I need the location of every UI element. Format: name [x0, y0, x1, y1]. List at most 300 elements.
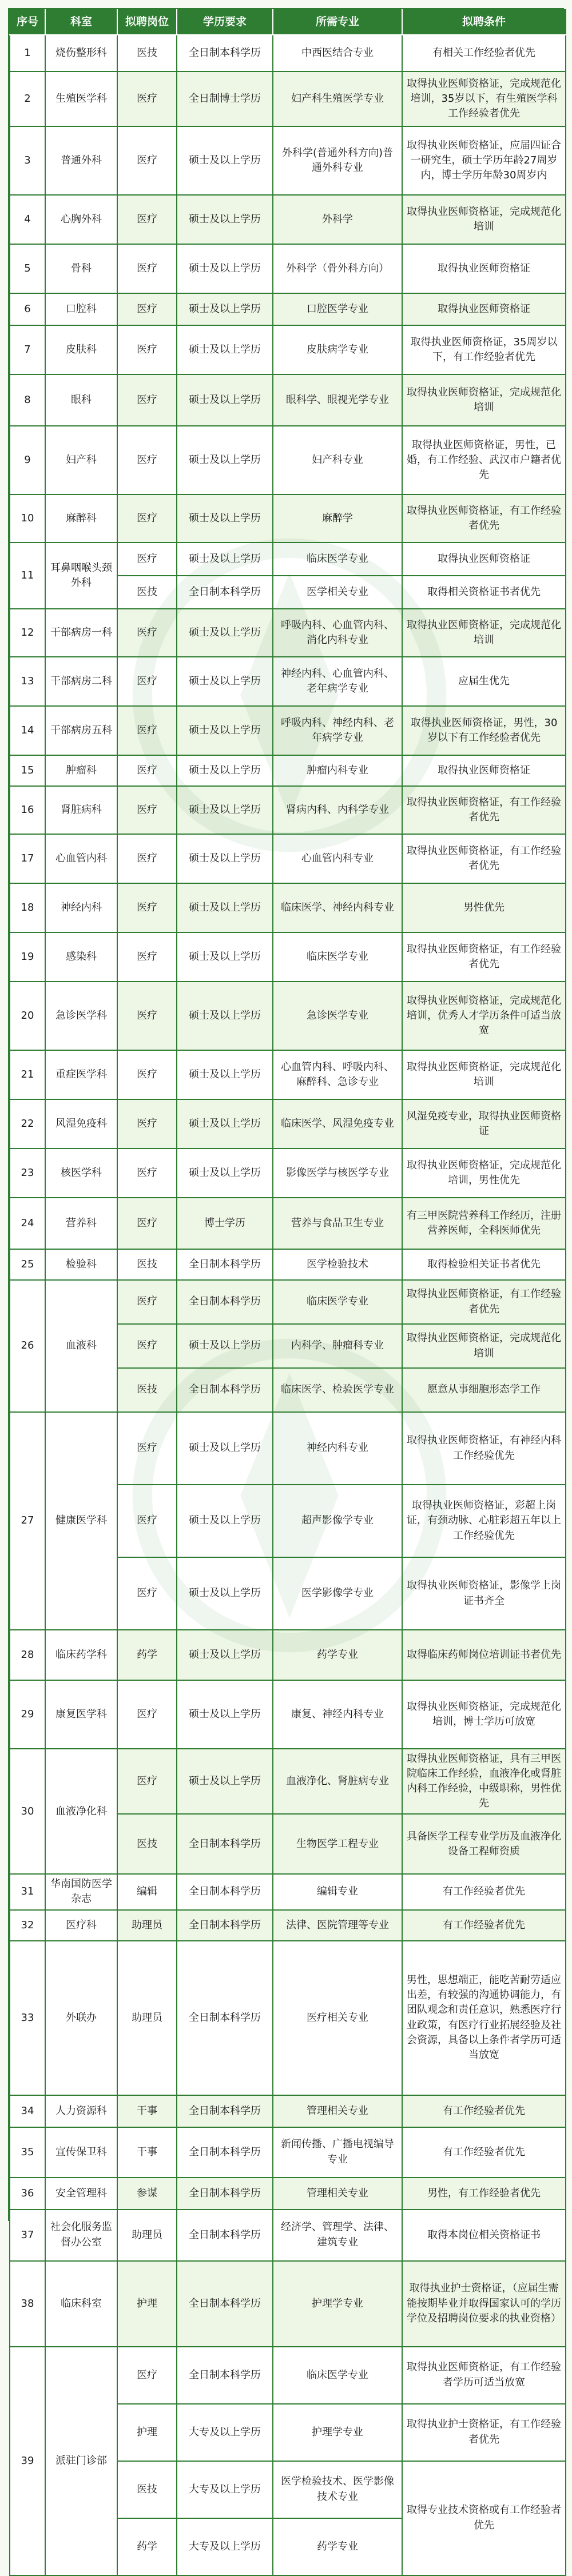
major-cell: 肾病内科、内科学专业 — [273, 786, 402, 834]
education-cell: 硕士及以上学历 — [177, 1485, 273, 1557]
education-cell: 全日制本科学历 — [177, 1941, 273, 2095]
major-cell: 外科学(普通外科方向)普通外科专业 — [273, 126, 402, 195]
row-number: 33 — [10, 1941, 45, 2095]
condition-cell: 取得执业医师资格证，有工作经验者优先 — [402, 834, 566, 883]
table-row — [10, 2095, 566, 2127]
department-cell: 人力资源科 — [45, 2095, 117, 2127]
condition-cell: 取得执业医师资格证 — [402, 293, 566, 325]
table-row — [10, 325, 566, 374]
major-cell: 麻醉学 — [273, 495, 402, 543]
table-row — [10, 2127, 566, 2178]
condition-cell: 取得执业医师资格证，彩超上岗证，有颈动脉、心脏彩超五年以上工作经验优先 — [402, 1485, 566, 1557]
condition-cell: 取得执业医师资格证，有神经内科工作经验优先 — [402, 1412, 566, 1485]
department-cell: 感染科 — [45, 932, 117, 982]
department-cell: 麻醉科 — [45, 495, 117, 543]
position-cell: 医疗 — [117, 1149, 177, 1198]
table-row — [10, 426, 566, 495]
position-cell: 医技 — [117, 1368, 177, 1412]
row-number: 12 — [10, 609, 45, 657]
row-number: 24 — [10, 1198, 45, 1249]
education-cell: 全日制本科学历 — [177, 2210, 273, 2261]
table-row — [10, 1910, 566, 1941]
major-cell: 呼吸内科、神经内科、老年病学专业 — [273, 706, 402, 755]
education-cell: 全日制本科学历 — [177, 576, 273, 609]
major-cell: 临床医学、风湿免疫专业 — [273, 1099, 402, 1149]
row-number: 1 — [10, 35, 45, 71]
row-number: 3 — [10, 126, 45, 195]
education-cell: 全日制本科学历 — [177, 2347, 273, 2404]
position-cell: 干事 — [117, 2095, 177, 2127]
condition-cell: 取得执业医师资格证，有工作经验者优先 — [402, 1280, 566, 1324]
major-cell: 医学影像学专业 — [273, 1557, 402, 1630]
education-cell: 硕士及以上学历 — [177, 1630, 273, 1680]
education-cell: 硕士及以上学历 — [177, 932, 273, 982]
education-cell: 硕士及以上学历 — [177, 834, 273, 883]
position-cell: 医技 — [117, 2461, 177, 2518]
department-cell: 重症医学科 — [45, 1050, 117, 1099]
condition-cell: 男性优先 — [402, 883, 566, 932]
column-header: 所需专业 — [273, 10, 402, 35]
education-cell: 硕士及以上学历 — [177, 195, 273, 244]
department-cell: 宣传保卫科 — [45, 2127, 117, 2178]
major-cell: 影像医学与核医学专业 — [273, 1149, 402, 1198]
department-cell: 肿瘤科 — [45, 755, 117, 786]
row-number: 35 — [10, 2127, 45, 2178]
condition-cell: 取得执业医师资格证，完成规范化培训 — [402, 609, 566, 657]
column-header: 拟聘岗位 — [117, 10, 177, 35]
major-cell: 护理学专业 — [273, 2261, 402, 2347]
position-cell: 医疗 — [117, 609, 177, 657]
position-cell: 医技 — [117, 1249, 177, 1280]
major-cell: 药学专业 — [273, 2518, 402, 2575]
major-cell: 经济学、管理学、法律、建筑专业 — [273, 2210, 402, 2261]
department-cell: 骨科 — [45, 244, 117, 293]
department-cell: 血液净化科 — [45, 1749, 117, 1874]
education-cell: 硕士及以上学历 — [177, 244, 273, 293]
major-cell: 妇产科生殖医学专业 — [273, 71, 402, 126]
condition-cell: 具备医学工程专业学历及血液净化设备工程师资质 — [402, 1814, 566, 1874]
department-cell: 心胸外科 — [45, 195, 117, 244]
condition-cell: 愿意从事细胞形态学工作 — [402, 1368, 566, 1412]
major-cell: 神经内科专业 — [273, 1412, 402, 1485]
department-cell: 血液科 — [45, 1280, 117, 1412]
position-cell: 编辑 — [117, 1874, 177, 1909]
condition-cell: 取得执业医师资格证，完成规范化培训，男性优先 — [402, 1149, 566, 1198]
major-cell: 生物医学工程专业 — [273, 1814, 402, 1874]
position-cell: 医疗 — [117, 755, 177, 786]
row-number: 9 — [10, 426, 45, 495]
major-cell: 医疗相关专业 — [273, 1941, 402, 2095]
position-cell: 医疗 — [117, 834, 177, 883]
row-number: 4 — [10, 195, 45, 244]
table-row — [10, 1412, 566, 1485]
education-cell: 硕士及以上学历 — [177, 755, 273, 786]
row-number: 21 — [10, 1050, 45, 1099]
education-cell: 硕士及以上学历 — [177, 1050, 273, 1099]
condition-cell: 取得执业医师资格证，完成规范化培训，优秀人才学历条件可适当放宽 — [402, 982, 566, 1050]
table-header-row — [10, 10, 566, 35]
condition-cell: 取得执业医师资格证 — [402, 755, 566, 786]
condition-cell: 取得执业医师资格证，完成规范化培训 — [402, 374, 566, 426]
major-cell: 临床医学专业 — [273, 2347, 402, 2404]
condition-cell: 取得执业医师资格证 — [402, 244, 566, 293]
recruitment-table — [9, 9, 566, 2576]
table-row — [10, 2347, 566, 2404]
position-cell: 医疗 — [117, 706, 177, 755]
condition-cell: 有三甲医院营养科工作经历，注册营养医师，全科医师优先 — [402, 1198, 566, 1249]
department-cell: 普通外科 — [45, 126, 117, 195]
table-row — [10, 71, 566, 126]
table-row — [10, 2178, 566, 2210]
condition-cell: 取得执业医师资格证，有工作经验者优先 — [402, 786, 566, 834]
position-cell: 医疗 — [117, 1280, 177, 1324]
position-cell: 医疗 — [117, 883, 177, 932]
major-cell: 中西医结合专业 — [273, 35, 402, 71]
condition-cell: 取得本岗位相关资格证书 — [402, 2210, 566, 2261]
table-row — [10, 293, 566, 325]
education-cell: 全日制本科学历 — [177, 2127, 273, 2178]
department-cell: 生殖医学科 — [45, 71, 117, 126]
column-header: 序号 — [10, 10, 45, 35]
education-cell: 全日制本科学历 — [177, 1910, 273, 1941]
table-row — [10, 1280, 566, 1324]
table-row — [10, 609, 566, 657]
major-cell: 眼科学、眼视光学专业 — [273, 374, 402, 426]
position-cell: 医疗 — [117, 374, 177, 426]
position-cell: 医疗 — [117, 244, 177, 293]
position-cell: 医疗 — [117, 1050, 177, 1099]
department-cell: 肾脏病科 — [45, 786, 117, 834]
education-cell: 硕士及以上学历 — [177, 126, 273, 195]
table-row — [10, 1749, 566, 1814]
table-row — [10, 883, 566, 932]
table-row — [10, 1198, 566, 1249]
position-cell: 药学 — [117, 1630, 177, 1680]
education-cell: 全日制本科学历 — [177, 1874, 273, 1909]
position-cell: 医疗 — [117, 657, 177, 706]
major-cell: 临床医学、神经内科专业 — [273, 883, 402, 932]
table-row — [10, 1050, 566, 1099]
row-number: 16 — [10, 786, 45, 834]
table-row — [10, 1874, 566, 1909]
major-cell: 营养与食品卫生专业 — [273, 1198, 402, 1249]
education-cell: 全日制博士学历 — [177, 71, 273, 126]
education-cell: 硕士及以上学历 — [177, 657, 273, 706]
table-row — [10, 1099, 566, 1149]
major-cell: 康复、神经内科专业 — [273, 1680, 402, 1749]
major-cell: 医学检验技术、医学影像技术专业 — [273, 2461, 402, 2518]
major-cell: 法律、医院管理等专业 — [273, 1910, 402, 1941]
department-cell: 核医学科 — [45, 1149, 117, 1198]
condition-cell: 取得专业技术资格或有工作经验者优先 — [402, 2461, 566, 2575]
condition-cell: 取得执业医师资格证，应届四证合一研究生，硕士学历年龄27周岁内，博士学历年龄30周岁内 — [402, 126, 566, 195]
row-number: 29 — [10, 1680, 45, 1749]
table-row — [10, 755, 566, 786]
row-number: 38 — [10, 2261, 45, 2347]
education-cell: 全日制本科学历 — [177, 2095, 273, 2127]
department-cell: 外联办 — [45, 1941, 117, 2095]
education-cell: 硕士及以上学历 — [177, 1749, 273, 1814]
position-cell: 医疗 — [117, 1099, 177, 1149]
department-cell: 安全管理科 — [45, 2178, 117, 2210]
major-cell: 血液净化、肾脏病专业 — [273, 1749, 402, 1814]
condition-cell: 有工作经验者优先 — [402, 2127, 566, 2178]
major-cell: 肿瘤内科专业 — [273, 755, 402, 786]
major-cell: 药学专业 — [273, 1630, 402, 1680]
education-cell: 硕士及以上学历 — [177, 1324, 273, 1368]
department-cell: 烧伤整形科 — [45, 35, 117, 71]
condition-cell: 有相关工作经验者优先 — [402, 35, 566, 71]
education-cell: 全日制本科学历 — [177, 35, 273, 71]
table-row — [10, 543, 566, 576]
department-cell: 社会化服务监督办公室 — [45, 2210, 117, 2261]
condition-cell: 取得执业医师资格证，有工作经验者学历可适当放宽 — [402, 2347, 566, 2404]
education-cell: 硕士及以上学历 — [177, 426, 273, 495]
major-cell: 管理相关专业 — [273, 2178, 402, 2210]
major-cell: 管理相关专业 — [273, 2095, 402, 2127]
row-number: 8 — [10, 374, 45, 426]
education-cell: 全日制本科学历 — [177, 1368, 273, 1412]
position-cell: 助理员 — [117, 1910, 177, 1941]
row-number: 31 — [10, 1874, 45, 1909]
table-row — [10, 982, 566, 1050]
condition-cell: 有工作经验者优先 — [402, 1910, 566, 1941]
education-cell: 全日制本科学历 — [177, 2261, 273, 2347]
table-row — [10, 932, 566, 982]
major-cell: 临床医学、检验医学专业 — [273, 1368, 402, 1412]
education-cell: 硕士及以上学历 — [177, 374, 273, 426]
education-cell: 硕士及以上学历 — [177, 543, 273, 576]
table-row — [10, 786, 566, 834]
education-cell: 硕士及以上学历 — [177, 1149, 273, 1198]
row-number: 10 — [10, 495, 45, 543]
position-cell: 护理 — [117, 2261, 177, 2347]
major-cell: 医学相关专业 — [273, 576, 402, 609]
major-cell: 心血管内科专业 — [273, 834, 402, 883]
row-number: 37 — [10, 2210, 45, 2261]
major-cell: 医学检验技术 — [273, 1249, 402, 1280]
major-cell: 临床医学专业 — [273, 543, 402, 576]
department-cell: 华南国防医学杂志 — [45, 1874, 117, 1909]
position-cell: 医疗 — [117, 1412, 177, 1485]
education-cell: 硕士及以上学历 — [177, 1099, 273, 1149]
condition-cell: 应届生优先 — [402, 657, 566, 706]
education-cell: 全日制本科学历 — [177, 2178, 273, 2210]
row-number: 25 — [10, 1249, 45, 1280]
condition-cell: 有工作经验者优先 — [402, 2095, 566, 2127]
position-cell: 医技 — [117, 35, 177, 71]
table-row — [10, 244, 566, 293]
major-cell: 内科学、肿瘤科专业 — [273, 1324, 402, 1368]
education-cell: 硕士及以上学历 — [177, 495, 273, 543]
condition-cell: 取得相关资格证书者优先 — [402, 576, 566, 609]
column-header: 科室 — [45, 10, 117, 35]
table-row — [10, 195, 566, 244]
row-number: 34 — [10, 2095, 45, 2127]
row-number: 23 — [10, 1149, 45, 1198]
condition-cell: 取得执业医师资格证，男性，30岁以下有工作经验者优先 — [402, 706, 566, 755]
major-cell: 皮肤病学专业 — [273, 325, 402, 374]
education-cell: 大专及以上学历 — [177, 2518, 273, 2575]
row-number: 28 — [10, 1630, 45, 1680]
education-cell: 硕士及以上学历 — [177, 1412, 273, 1485]
recruitment-table-frame — [8, 8, 564, 2553]
department-cell: 急诊医学科 — [45, 982, 117, 1050]
position-cell: 干事 — [117, 2127, 177, 2178]
education-cell: 硕士及以上学历 — [177, 1680, 273, 1749]
row-number: 11 — [10, 543, 45, 609]
row-number: 13 — [10, 657, 45, 706]
department-cell: 妇产科 — [45, 426, 117, 495]
position-cell: 医疗 — [117, 786, 177, 834]
position-cell: 医疗 — [117, 426, 177, 495]
position-cell: 参谋 — [117, 2178, 177, 2210]
table-row — [10, 1630, 566, 1680]
table-row — [10, 2261, 566, 2347]
row-number: 7 — [10, 325, 45, 374]
education-cell: 硕士及以上学历 — [177, 1557, 273, 1630]
position-cell: 医疗 — [117, 543, 177, 576]
table-row — [10, 126, 566, 195]
row-number: 19 — [10, 932, 45, 982]
condition-cell: 取得执业医师资格证，完成规范化培训 — [402, 1050, 566, 1099]
row-number: 27 — [10, 1412, 45, 1630]
table-row — [10, 2210, 566, 2261]
table-row — [10, 35, 566, 71]
condition-cell: 取得执业医师资格证，完成规范化培训，博士学历可放宽 — [402, 1680, 566, 1749]
row-number: 18 — [10, 883, 45, 932]
position-cell: 医疗 — [117, 932, 177, 982]
department-cell: 临床药学科 — [45, 1630, 117, 1680]
position-cell: 医技 — [117, 576, 177, 609]
education-cell: 硕士及以上学历 — [177, 883, 273, 932]
education-cell: 硕士及以上学历 — [177, 786, 273, 834]
position-cell: 助理员 — [117, 1941, 177, 2095]
column-header: 学历要求 — [177, 10, 273, 35]
condition-cell: 取得执业医师资格证，有工作经验者优先 — [402, 495, 566, 543]
condition-cell: 取得执业医师资格证，具有三甲医院临床工作经验，血液净化或肾脏内科工作经验，中级职称，男性优先 — [402, 1749, 566, 1814]
condition-cell: 取得执业医师资格证，男性，已婚，有工作经验、武汉市户籍者优先 — [402, 426, 566, 495]
position-cell: 医疗 — [117, 1485, 177, 1557]
department-cell: 口腔科 — [45, 293, 117, 325]
condition-cell: 取得执业医师资格证 — [402, 543, 566, 576]
department-cell: 医疗科 — [45, 1910, 117, 1941]
table-body — [10, 35, 566, 2575]
row-number: 36 — [10, 2178, 45, 2210]
condition-cell: 取得临床药师岗位培训证书者优先 — [402, 1630, 566, 1680]
major-cell: 妇产科专业 — [273, 426, 402, 495]
department-cell: 干部病房二科 — [45, 657, 117, 706]
row-number: 39 — [10, 2347, 45, 2575]
row-number: 32 — [10, 1910, 45, 1941]
table-row — [10, 495, 566, 543]
position-cell: 医疗 — [117, 71, 177, 126]
major-cell: 心血管内科、呼吸内科、麻醉科、急诊专业 — [273, 1050, 402, 1099]
position-cell: 医疗 — [117, 1749, 177, 1814]
position-cell: 医疗 — [117, 1324, 177, 1368]
position-cell: 医疗 — [117, 195, 177, 244]
department-cell: 皮肤科 — [45, 325, 117, 374]
position-cell: 医疗 — [117, 1198, 177, 1249]
table-row — [10, 374, 566, 426]
position-cell: 医疗 — [117, 126, 177, 195]
department-cell: 耳鼻咽喉头颈外科 — [45, 543, 117, 609]
condition-cell: 取得检验相关证书者优先 — [402, 1249, 566, 1280]
education-cell: 硕士及以上学历 — [177, 325, 273, 374]
position-cell: 医疗 — [117, 325, 177, 374]
department-cell: 临床科室 — [45, 2261, 117, 2347]
education-cell: 硕士及以上学历 — [177, 609, 273, 657]
table-row — [10, 1149, 566, 1198]
position-cell: 医疗 — [117, 982, 177, 1050]
major-cell: 外科学（骨外科方向） — [273, 244, 402, 293]
condition-cell: 取得执业医师资格证，有工作经验者优先 — [402, 932, 566, 982]
department-cell: 健康医学科 — [45, 1412, 117, 1630]
major-cell: 新闻传播、广播电视编导专业 — [273, 2127, 402, 2178]
department-cell: 康复医学科 — [45, 1680, 117, 1749]
row-number: 17 — [10, 834, 45, 883]
table-row — [10, 834, 566, 883]
row-number: 5 — [10, 244, 45, 293]
education-cell: 硕士及以上学历 — [177, 982, 273, 1050]
department-cell: 风湿免疫科 — [45, 1099, 117, 1149]
position-cell: 医疗 — [117, 1680, 177, 1749]
condition-cell: 取得执业医师资格证，完成规范化培训 — [402, 195, 566, 244]
condition-cell: 有工作经验者优先 — [402, 1874, 566, 1909]
position-cell: 医技 — [117, 1814, 177, 1874]
major-cell: 急诊医学专业 — [273, 982, 402, 1050]
education-cell: 博士学历 — [177, 1198, 273, 1249]
column-header: 拟聘条件 — [402, 10, 566, 35]
major-cell: 临床医学专业 — [273, 932, 402, 982]
table-row — [10, 1680, 566, 1749]
table-row — [10, 1249, 566, 1280]
position-cell: 医疗 — [117, 2347, 177, 2404]
row-number: 20 — [10, 982, 45, 1050]
condition-cell: 取得执业护士资格证，有工作经验者优先 — [402, 2404, 566, 2461]
row-number: 22 — [10, 1099, 45, 1149]
row-number: 30 — [10, 1749, 45, 1874]
table-row — [10, 657, 566, 706]
table-row — [10, 706, 566, 755]
condition-cell: 取得执业医师资格证，影像学上岗证书齐全 — [402, 1557, 566, 1630]
table-row — [10, 1941, 566, 2095]
major-cell: 护理学专业 — [273, 2404, 402, 2461]
position-cell: 护理 — [117, 2404, 177, 2461]
major-cell: 编辑专业 — [273, 1874, 402, 1909]
major-cell: 呼吸内科、心血管内科、消化内科专业 — [273, 609, 402, 657]
condition-cell: 风湿免疫专业，取得执业医师资格证 — [402, 1099, 566, 1149]
department-cell: 检验科 — [45, 1249, 117, 1280]
position-cell: 药学 — [117, 2518, 177, 2575]
major-cell: 临床医学专业 — [273, 1280, 402, 1324]
condition-cell: 取得执业医师资格证，完成规范化培训，35岁以下，有生殖医学科工作经验者优先 — [402, 71, 566, 126]
department-cell: 派驻门诊部 — [45, 2347, 117, 2575]
education-cell: 硕士及以上学历 — [177, 706, 273, 755]
condition-cell: 取得执业医师资格证，35周岁以下，有工作经验者优先 — [402, 325, 566, 374]
condition-cell: 男性，有工作经验者优先 — [402, 2178, 566, 2210]
major-cell: 神经内科、心血管内科、老年病学专业 — [273, 657, 402, 706]
education-cell: 全日制本科学历 — [177, 1814, 273, 1874]
department-cell: 眼科 — [45, 374, 117, 426]
position-cell: 助理员 — [117, 2210, 177, 2261]
education-cell: 硕士及以上学历 — [177, 293, 273, 325]
position-cell: 医疗 — [117, 495, 177, 543]
row-number: 6 — [10, 293, 45, 325]
education-cell: 全日制本科学历 — [177, 1249, 273, 1280]
department-cell: 干部病房一科 — [45, 609, 117, 657]
education-cell: 全日制本科学历 — [177, 1280, 273, 1324]
